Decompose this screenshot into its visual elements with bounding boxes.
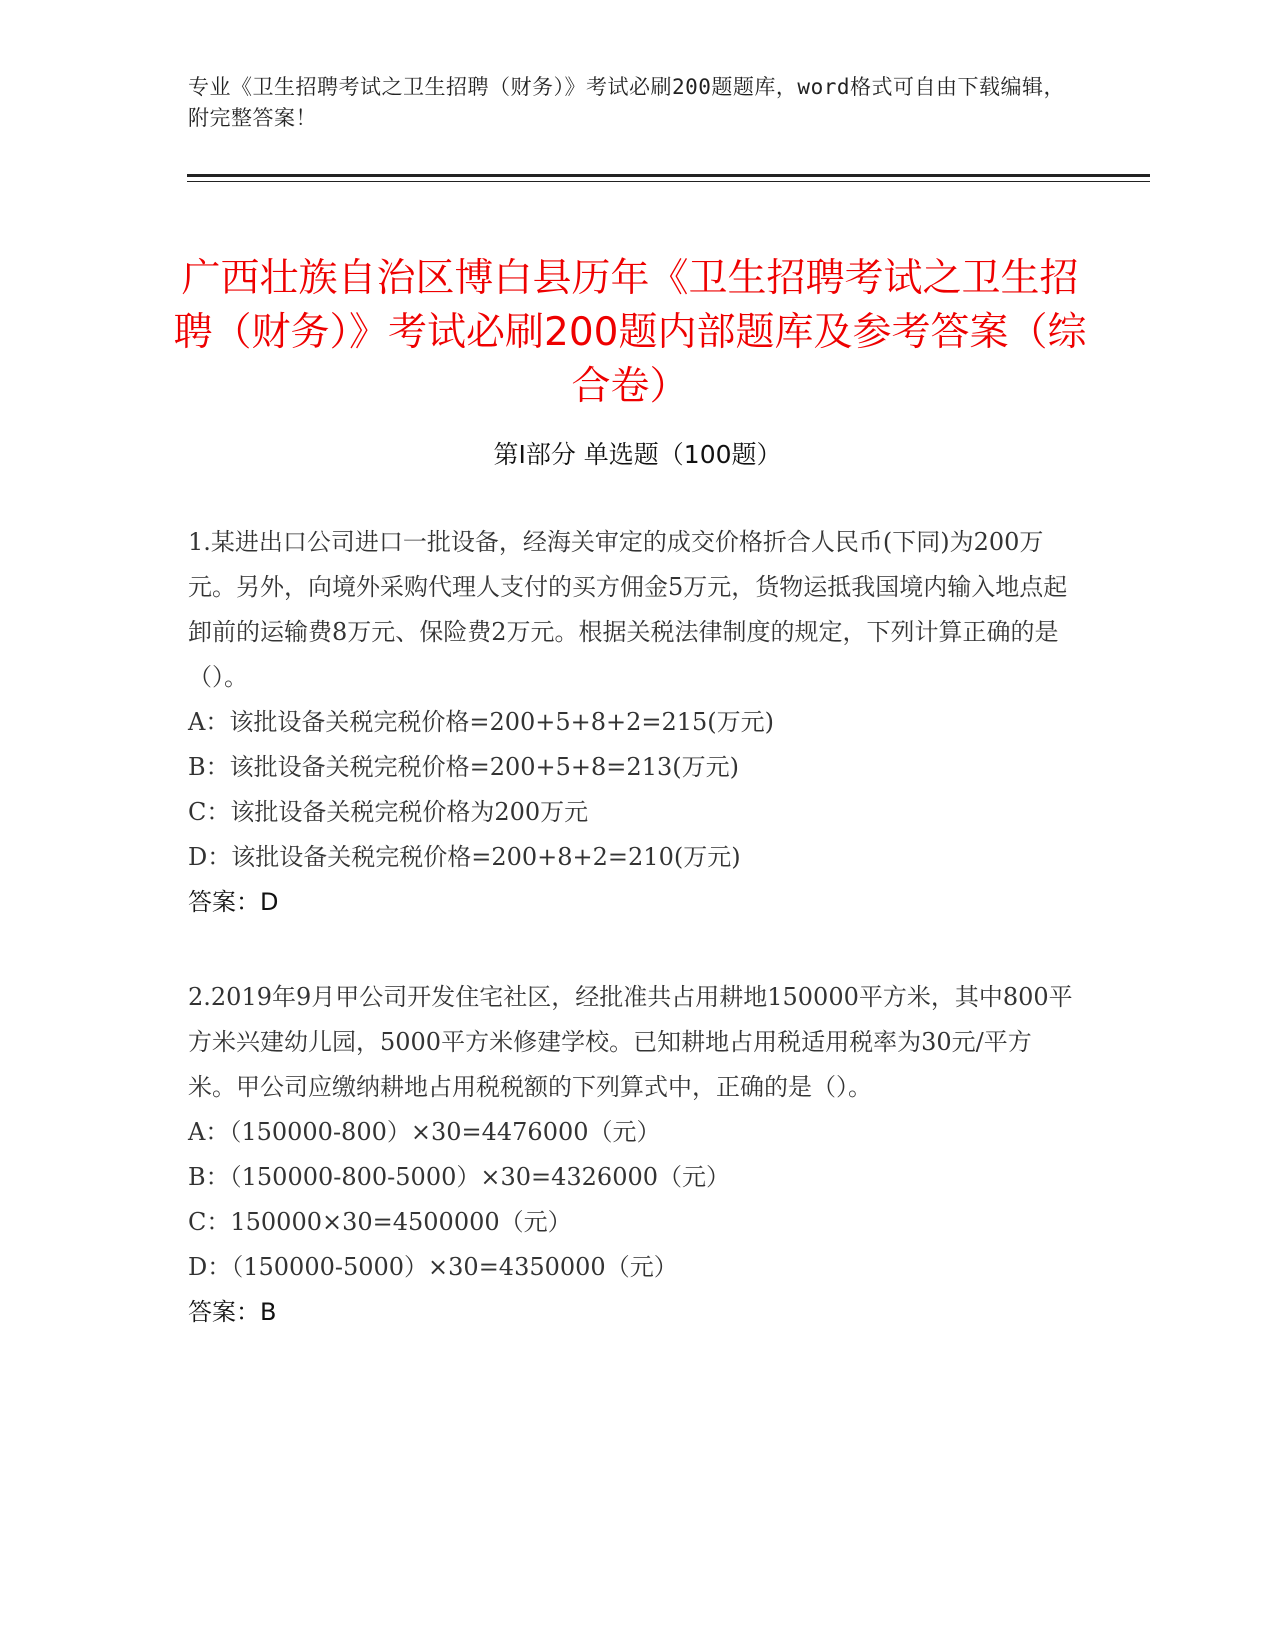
answer: 答案：B (188, 1298, 277, 1326)
header-rule-thick (187, 174, 1150, 177)
option-d: D：该批设备关税完税价格=200+8+2=210(万元) (188, 843, 741, 871)
section-title: 第Ⅰ部分 单选题（100题） (493, 440, 782, 469)
question-1 (188, 520, 1078, 925)
option-d: D：（150000-5000）×30=4350000（元） (188, 1253, 678, 1281)
document-title: 广西壮族自治区博白县历年《卫生招聘考试之卫生招聘（财务）》考试必刷200题内部题库及参考答案（综合卷） (173, 256, 1087, 410)
question-stem: 1.某进出口公司进口一批设备，经海关审定的成交价格折合人民币(下同)为200万元。另外，向境外采购代理人支付的买方佣金5万元，货物运抵我国境内输入地点起卸前的运输费8万元、保险费2万元。根据关税法律制度的规定，下列计算正确的是（）。 (188, 528, 1068, 691)
option-b: B：该批设备关税完税价格=200+5+8=213(万元) (188, 753, 739, 781)
option-a: A：（150000-800）×30=4476000（元） (188, 1118, 661, 1146)
header-rule-thin (187, 181, 1150, 182)
option-a: A：该批设备关税完税价格=200+5+8+2=215(万元) (188, 708, 775, 736)
answer: 答案：D (188, 888, 279, 916)
header-note: 专业《卫生招聘考试之卫生招聘（财务）》考试必刷200题题库，word格式可自由下载编辑，附完整答案！ (188, 75, 1065, 130)
option-c: C：该批设备关税完税价格为200万元 (188, 798, 589, 826)
option-c: C：150000×30=4500000（元） (188, 1208, 572, 1236)
question-2 (188, 975, 1078, 1335)
question-stem: 2.2019年9月甲公司开发住宅社区，经批准共占用耕地150000平方米，其中800平方米兴建幼儿园，5000平方米修建学校。已知耕地占用税适用税率为30元/平方米。甲公司应缴纳耕地占用税税额的下列算式中，正确的是（）。 (188, 983, 1073, 1101)
option-b: B：（150000-800-5000）×30=4326000（元） (188, 1163, 731, 1191)
